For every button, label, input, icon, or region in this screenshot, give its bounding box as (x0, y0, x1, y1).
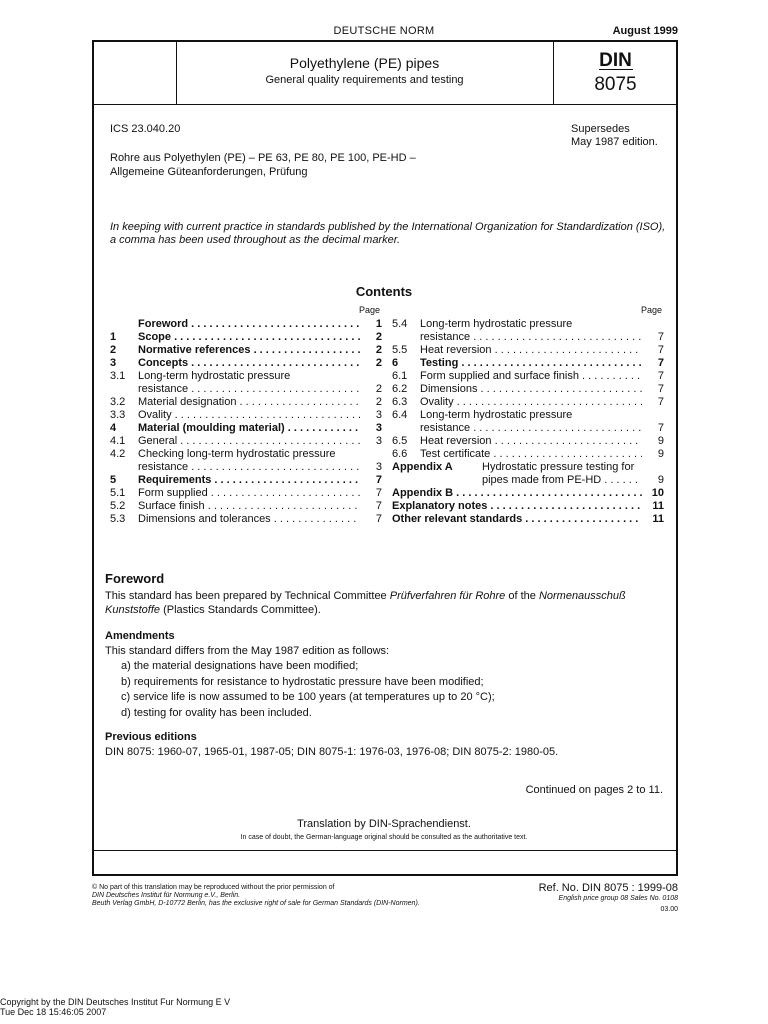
toc-entry-label: Long-term hydrostatic pressure (138, 370, 291, 382)
toc-entry-label: Heat reversion . . . (420, 344, 642, 357)
toc-entry-number: Explanatory notes . . . (392, 500, 642, 513)
toc-entry-label: resistance . . . (138, 461, 360, 474)
toc-right-column (392, 318, 664, 526)
toc-entry-number: 6 (392, 357, 399, 369)
amendments-heading: Amendments (105, 630, 175, 642)
amendment-item: b) requirements for resistance to hydrostatic pressure have been modified; (121, 675, 484, 688)
toc-entry-page: 3 (375, 422, 382, 434)
toc-entry-number: 3.2 (110, 396, 126, 408)
toc-entry-label: Requirements . . . (138, 474, 360, 487)
amendment-item: c) service life is now assumed to be 100 years (at temperatures up to 20 °C); (121, 691, 495, 703)
toc-entry-number: 4 (110, 422, 117, 434)
toc-entry-page: 7 (657, 396, 664, 408)
amendment-item: d) testing for ovality has been included. (121, 706, 312, 719)
toc-entry-page: 2 (375, 344, 382, 356)
translation-credit: Translation by DIN-Sprachendienst. (297, 818, 471, 830)
toc-entry (110, 357, 382, 370)
header-divider (92, 104, 678, 105)
supersedes-note (571, 123, 658, 149)
toc-entry (392, 422, 664, 435)
toc-entry-page: 3 (375, 461, 382, 473)
toc-entry-page: 7 (375, 513, 382, 525)
toc-entry (392, 331, 664, 344)
toc-entry-number: 5.5 (392, 344, 408, 356)
toc-entry-page: 9 (657, 448, 664, 460)
watermark-line-1: Copyright by the DIN Deutsches Institut Fur Normung E V (0, 997, 231, 1007)
toc-entry (392, 383, 664, 396)
toc-entry-label: resistance . . . (420, 422, 642, 435)
toc-entry (110, 370, 382, 383)
toc-entry-page: 7 (375, 500, 382, 512)
toc-entry (110, 344, 382, 357)
copyright-watermark (0, 997, 230, 1017)
toc-entry (110, 487, 382, 500)
toc-entry-page: 1 (375, 318, 382, 330)
amendment-item: a) the material designations have been modified; (121, 660, 359, 672)
frame-inner-divider (92, 850, 678, 851)
toc-right-page-header: Page (641, 305, 663, 315)
toc-entry-label: Ovality . . . (420, 396, 642, 409)
toc-entry-label: Ovality . . . (138, 409, 360, 422)
ics-code: ICS 23.040.20 (110, 123, 181, 135)
din-logo-underline (599, 69, 633, 70)
foreword-text (105, 589, 673, 617)
toc-entry-page: 7 (375, 487, 382, 499)
toc-entry-number: 6.5 (392, 435, 408, 447)
toc-entry-page: 2 (375, 331, 382, 343)
toc-entry-page: 9 (657, 435, 664, 447)
toc-entry-page: 2 (375, 383, 382, 395)
toc-entry-number: 6.4 (392, 409, 408, 421)
footer-code: 03.00 (660, 906, 678, 913)
toc-entry-label: Scope . . . (138, 331, 360, 344)
continued-note: Continued on pages 2 to 11. (525, 784, 663, 796)
price-group: English price group 08 Sales No. 0108 (558, 895, 678, 902)
toc-entry (392, 357, 664, 370)
toc-entry-number: 2 (110, 344, 117, 356)
toc-entry-label: Hydrostatic pressure testing for (482, 461, 635, 473)
toc-entry-label: Form supplied and surface finish . . . (420, 370, 642, 383)
toc-entry-number: 5.1 (110, 487, 126, 499)
toc-entry-page: 7 (657, 370, 664, 382)
toc-entry-label: Long-term hydrostatic pressure (420, 409, 573, 421)
toc-entry-number: 1 (110, 331, 117, 343)
foreword-committee: Prüfverfahren für Rohre (389, 590, 506, 602)
toc-entry (110, 513, 382, 526)
toc-entry-number: 5 (110, 474, 117, 486)
toc-entry-number: 3.1 (110, 370, 126, 382)
copyright-line-1: © No part of this translation may be reproduced without the prior permission of (92, 884, 335, 891)
toc-entry-number: Appendix A (392, 461, 453, 473)
toc-entry-number: 5.3 (110, 513, 126, 525)
toc-entry (110, 383, 382, 396)
din-logo-label: DIN (599, 50, 632, 71)
foreword-text-part-4: (Plastics Standards Committee). (160, 604, 321, 616)
toc-entry (110, 448, 382, 461)
foreword-heading: Foreword (105, 571, 165, 586)
toc-entry-label: Dimensions and tolerances . . . (138, 513, 360, 526)
previous-editions-text: DIN 8075: 1960-07, 1965-01, 1987-05; DIN 8075-1: 1976-03, 1976-08; DIN 8075-2: 1980-05. (105, 746, 559, 758)
toc-entry (392, 435, 664, 448)
toc-entry-page: 7 (375, 474, 382, 486)
toc-entry-number: 4.1 (110, 435, 126, 447)
toc-entry-page: 7 (657, 357, 664, 369)
toc-entry-number: 5.2 (110, 500, 126, 512)
toc-entry-number: Appendix B . . . (392, 487, 642, 500)
toc-entry (392, 500, 664, 513)
reference-number: Ref. No. DIN 8075 : 1999-08 (538, 882, 678, 894)
toc-entry-number: Other relevant standards . . . (392, 513, 642, 526)
toc-entry (110, 396, 382, 409)
toc-entry-page: 7 (657, 383, 664, 395)
toc-entry (392, 318, 664, 331)
toc-entry-number: 6.1 (392, 370, 408, 382)
toc-entry-page: 10 (651, 487, 664, 499)
toc-entry-page: 2 (375, 396, 382, 408)
copyright-line-2: DIN Deutsches Institut für Normung e.V., Berlin. (92, 892, 241, 899)
toc-entry-page: 7 (657, 422, 664, 434)
toc-entry (110, 409, 382, 422)
standard-number: 8075 (594, 74, 637, 95)
toc-entry-number: 6.2 (392, 383, 408, 395)
toc-entry-page: 9 (657, 474, 664, 486)
toc-entry-page: 7 (657, 331, 664, 343)
toc-entry-number: 3.3 (110, 409, 126, 421)
foreword-nas: Normenausschuß (538, 590, 626, 602)
toc-entry (392, 370, 664, 383)
previous-editions-heading: Previous editions (105, 731, 197, 743)
toc-entry (392, 344, 664, 357)
copyright-line-3: Beuth Verlag GmbH, D-10772 Berlin, has the exclusive right of sale for German Standards (DIN-Normen). (92, 900, 420, 907)
toc-entry-label: Checking long-term hydrostatic pressure (138, 448, 336, 460)
toc-entry-number: 6.6 (392, 448, 408, 460)
toc-entry (110, 500, 382, 513)
toc-entry-label: Test certificate . . . (420, 448, 642, 461)
toc-entry (392, 461, 664, 474)
watermark-line-2: Tue Dec 18 15:46:05 2007 (0, 1007, 107, 1017)
toc-left-page-header: Page (359, 305, 381, 315)
toc-entry-number: 6.3 (392, 396, 408, 408)
toc-entry-page: 7 (657, 344, 664, 356)
document-subtitle: General quality requirements and testing (265, 74, 464, 86)
toc-entry-label: Concepts . . . (138, 357, 360, 370)
document-type: DEUTSCHE NORM (333, 25, 435, 37)
toc-entry-page: 2 (375, 357, 382, 369)
toc-entry-label: Form supplied . . . (138, 487, 360, 500)
toc-entry-page: 3 (375, 409, 382, 421)
iso-decimal-note: In keeping with current practice in standards published by the International Organization for Standardization (ISO), a comma has been used throughout as the decimal marker. (110, 221, 666, 246)
toc-entry-label: Normative references . . . (138, 344, 360, 357)
toc-entry (110, 318, 382, 331)
toc-entry (392, 409, 664, 422)
toc-entry-label: Material designation . . . (138, 396, 360, 409)
toc-entry (110, 331, 382, 344)
toc-entry-label: Foreword . . . (138, 318, 360, 331)
supersedes-line-1: Supersedes (571, 123, 630, 135)
toc-entry-page: 11 (652, 500, 664, 512)
header-divider-left (176, 40, 177, 104)
toc-entry-label: Testing . . . (420, 357, 642, 370)
toc-entry-label: Heat reversion . . . (420, 435, 642, 448)
toc-entry-label: Long-term hydrostatic pressure (420, 318, 573, 330)
german-title-line-1: Rohre aus Polyethylen (PE) – PE 63, PE 80, PE 100, PE-HD – (110, 152, 416, 164)
german-title (110, 151, 416, 179)
toc-entry (392, 396, 664, 409)
translation-note: In case of doubt, the German-language original should be consulted as the authoritative text. (240, 834, 528, 841)
toc-entry-label: resistance . . . (420, 331, 642, 344)
toc-entry (392, 513, 664, 526)
toc-entry-number: 5.4 (392, 318, 408, 330)
toc-entry-label: pipes made from PE-HD . . . (482, 474, 642, 487)
contents-heading: Contents (355, 284, 413, 299)
toc-entry-label: resistance . . . (138, 383, 360, 396)
toc-entry-label: Surface finish . . . (138, 500, 360, 513)
toc-entry-label: General . . . (138, 435, 360, 448)
toc-entry (110, 461, 382, 474)
foreword-text-part-2: of the (505, 590, 539, 602)
toc-entry-number: 3 (110, 357, 117, 369)
toc-entry (110, 422, 382, 435)
toc-entry (392, 487, 664, 500)
toc-entry-page: 3 (375, 435, 382, 447)
foreword-kunststoffe: Kunststoffe (105, 604, 161, 616)
toc-entry (392, 448, 664, 461)
toc-entry-label: Dimensions . . . (420, 383, 642, 396)
toc-left-column (110, 318, 382, 526)
toc-entry-page: 11 (652, 513, 664, 525)
toc-entry (110, 435, 382, 448)
amendments-list (121, 659, 495, 721)
document-title: Polyethylene (PE) pipes (289, 55, 440, 71)
toc-entry-number: 4.2 (110, 448, 126, 460)
toc-entry (110, 474, 382, 487)
toc-entry-label: Material (moulding material) . . . (138, 422, 360, 435)
german-title-line-2: Allgemeine Güteanforderungen, Prüfung (110, 166, 308, 178)
issue-date: August 1999 (612, 25, 678, 37)
supersedes-line-2: May 1987 edition. (571, 136, 658, 148)
copyright-notice (92, 884, 420, 908)
toc-entry (392, 474, 664, 487)
foreword-text-part-1: This standard has been prepared by Technical Committee (105, 590, 390, 602)
amendments-intro: This standard differs from the May 1987 edition as follows: (105, 645, 390, 657)
